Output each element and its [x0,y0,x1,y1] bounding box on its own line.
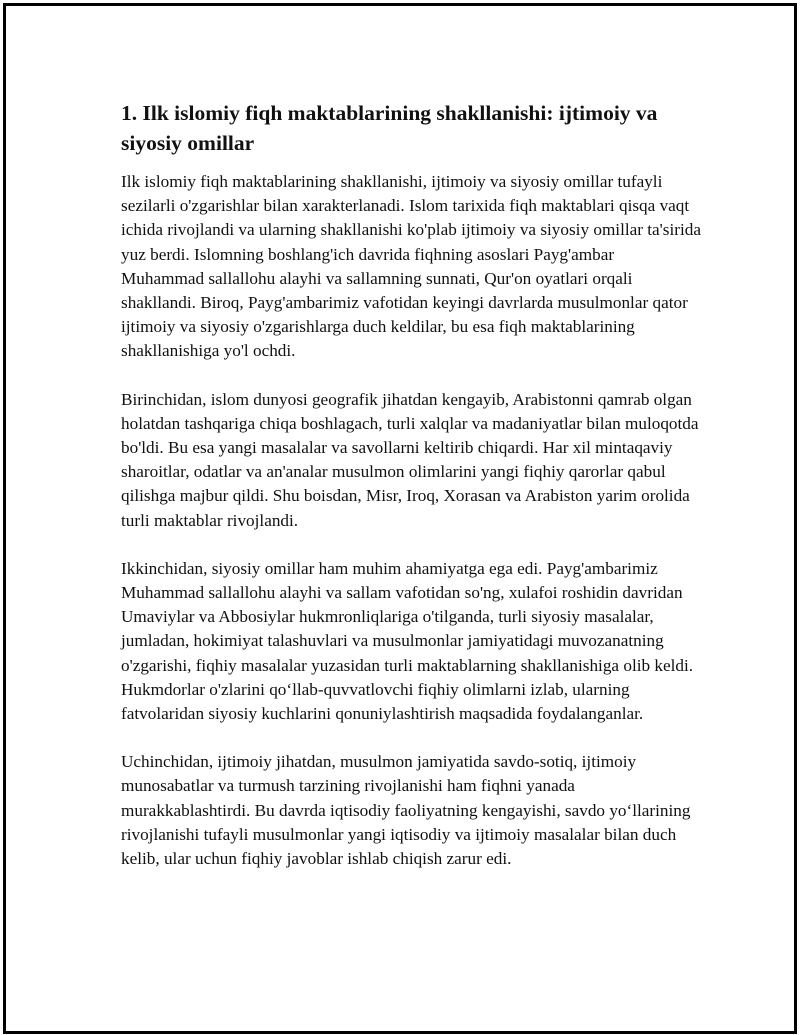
document-content [121,98,701,871]
document-title: 1. Ilk islomiy fiqh maktablarining shakllanishi: ijtimoiy va siyosiy omillar [121,101,658,155]
paragraph-first-factor: Birinchidan, islom dunyosi geografik jihatdan kengayib, Arabistonni qamrab olgan holatdan tashqariga chiqa boshlagach, turli xalqlar va madaniyatlar bilan muloqotda bo'ldi. Bu esa yangi masalalar va savollarni keltirib chiqardi. Har xil mintaqaviy sharoitlar, odatlar va an'analar musulmon olimlarini yangi fiqhiy qarorlar qabul qilishga majbur qildi. Shu boisdan, Misr, Iroq, Xorasan va Arabiston yarim orolida turli maktablar rivojlandi. [121,389,699,530]
paragraph-second-factor: Ikkinchidan, siyosiy omillar ham muhim ahamiyatga ega edi. Payg'ambarimiz Muhammad sallallohu alayhi va sallam vafotidan so'ng, xulafoi roshidin davridan Umaviylar va Abbosiylar hukmronliqlariga o'tilganda, turli siyosiy masalalar, jumladan, hokimiyat talashuvlari va musulmonlar jamiyatidagi muvozanatning o'zgarishi, fiqhiy masalalar yuzasidan turli maktablarning shakllanishiga olib keldi. Hukmdorlar o'zlarini qo‘llab-quvvatlovchi fiqhiy olimlarni izlab, ularning fatvolaridan siyosiy kuchlarini qonuniylashtirish maqsadida foydalanganlar. [121,558,694,724]
document-page [3,3,797,1034]
paragraph-intro: Ilk islomiy fiqh maktablarining shakllanishi, ijtimoiy va siyosiy omillar tufayli sezilarli o'zgarishlar bilan xarakterlanadi. Islom tarixida fiqh maktablari qisqa vaqt ichida rivojlandi va ularning shakllanishi ko'plab ijtimoiy va siyosiy omillar ta'sirida yuz berdi. Islomning boshlang'ich davrida fiqhning asoslari Payg'ambar Muhammad sallallohu alayhi va sallamning sunnati, Qur'on oyatlari orqali shakllandi. Biroq, Payg'ambarimiz vafotidan keyingi davrlarda musulmonlar qator ijtimoiy va siyosiy o'zgarishlarga duch keldilar, bu esa fiqh maktablarining shakllanishiga yo'l ochdi. [121,172,701,361]
paragraph-third-factor: Uchinchidan, ijtimoiy jihatdan, musulmon jamiyatida savdo-sotiq, ijtimoiy munosabatlar va turmush tarzining rivojlanishi ham fiqhni yanada murakkablashtirdi. Bu davrda iqtisodiy faoliyatning kengayishi, savdo yo‘llarining rivojlanishi tufayli musulmonlar yangi iqtisodiy va ijtimoiy masalalar bilan duch kelib, ular uchun fiqhiy javoblar ishlab chiqish zarur edi. [121,752,691,869]
